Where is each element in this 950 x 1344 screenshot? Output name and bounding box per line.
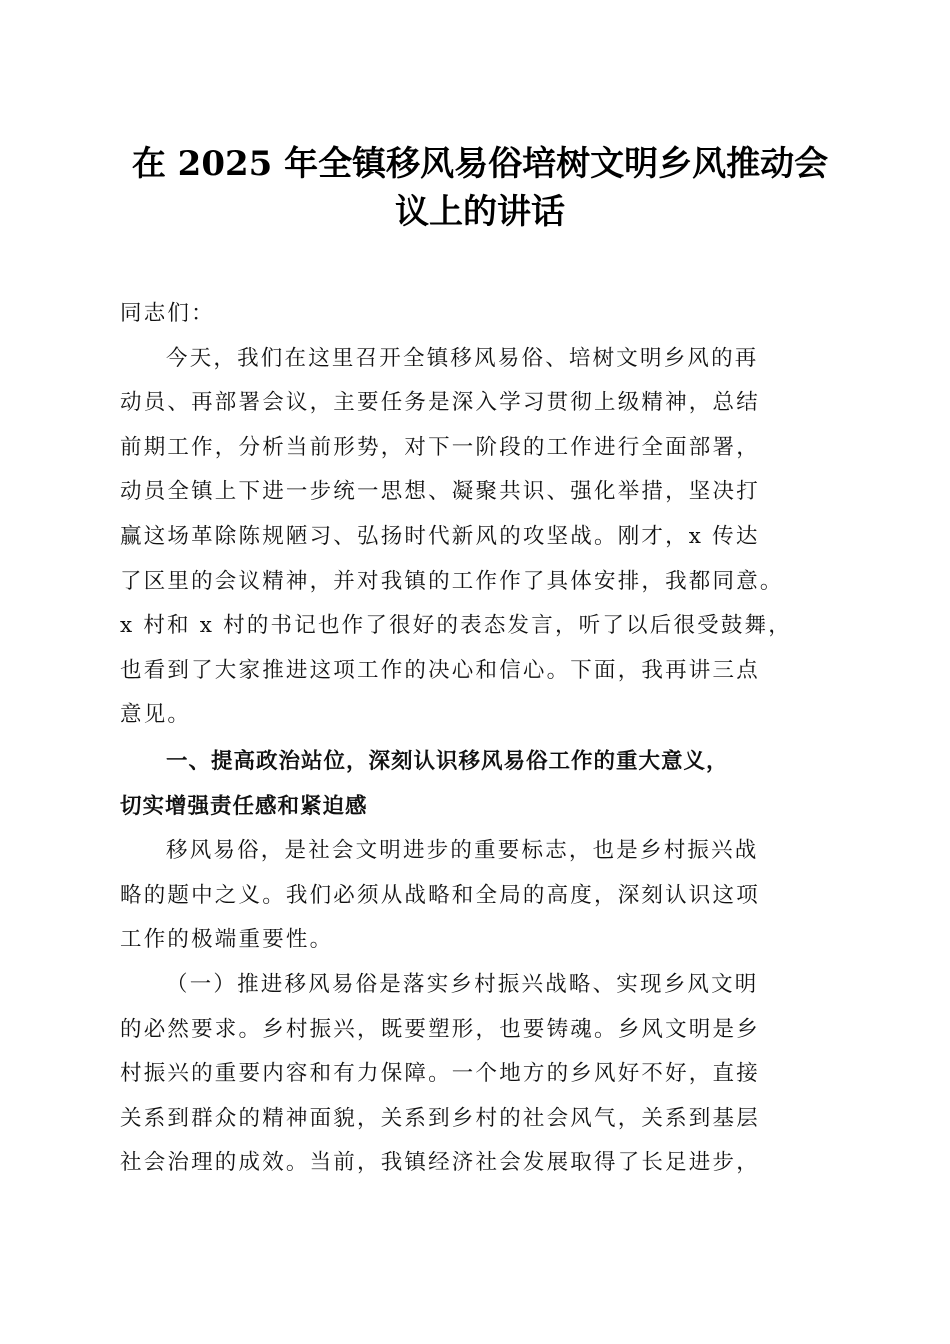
subsection-line-1: （一）推进移风易俗是落实乡村振兴战略、实现乡风文明: [166, 971, 759, 997]
section-heading-1: [120, 740, 840, 829]
intro-line-7: x 村和 x 村的书记也作了很好的表态发言，听了以后很受鼓舞，: [120, 613, 792, 639]
section-paragraph: [120, 829, 840, 963]
intro-line-1: 今天，我们在这里召开全镇移风易俗、培树文明乡风的再: [166, 345, 759, 371]
intro-line-8: 也看到了大家推进这项工作的决心和信心。下面，我再讲三点: [120, 657, 760, 683]
section-heading-line-1: 一、提高政治站位，深刻认识移风易俗工作的重大意义，: [166, 748, 729, 774]
title-line-2: 议上的讲话: [395, 192, 565, 232]
salutation-text: 同志们：: [120, 301, 215, 326]
section-heading-line-2: 切实增强责任感和紧迫感: [120, 793, 368, 819]
intro-line-2: 动员、再部署会议，主要任务是深入学习贯彻上级精神，总结: [120, 390, 760, 416]
subsection-line-4: 关系到群众的精神面貌，关系到乡村的社会风气，关系到基层: [120, 1105, 760, 1131]
section-line-1: 移风易俗，是社会文明进步的重要标志，也是乡村振兴战: [166, 838, 759, 864]
subsection-line-2: 的必然要求。乡村振兴，既要塑形，也要铸魂。乡风文明是乡: [120, 1016, 760, 1042]
intro-paragraph: [120, 337, 840, 738]
salutation: [120, 292, 840, 337]
section-line-2: 略的题中之义。我们必须从战略和全局的高度，深刻认识这项: [120, 882, 760, 908]
subsection-line-5: 社会治理的成效。当前，我镇经济社会发展取得了长足进步，: [120, 1150, 760, 1176]
title-line-1: 在 2025 年全镇移风易俗培树文明乡风推动会: [131, 144, 829, 184]
subsection-line-3: 村振兴的重要内容和有力保障。一个地方的乡风好不好，直接: [120, 1061, 760, 1087]
intro-line-3: 前期工作，分析当前形势，对下一阶段的工作进行全面部署，: [120, 434, 760, 460]
intro-line-6: 了区里的会议精神，并对我镇的工作作了具体安排，我都同意。: [120, 568, 784, 594]
intro-line-9: 意见。: [120, 702, 192, 728]
document-title: [120, 140, 840, 236]
intro-line-4: 动员全镇上下进一步统一思想、凝聚共识、强化举措，坚决打: [120, 479, 760, 505]
document-body: [120, 292, 840, 1186]
intro-line-5: 赢这场革除陈规陋习、弘扬时代新风的攻坚战。刚才，x 传达: [120, 523, 760, 549]
subsection-paragraph: [120, 963, 840, 1186]
section-line-3: 工作的极端重要性。: [120, 927, 334, 953]
